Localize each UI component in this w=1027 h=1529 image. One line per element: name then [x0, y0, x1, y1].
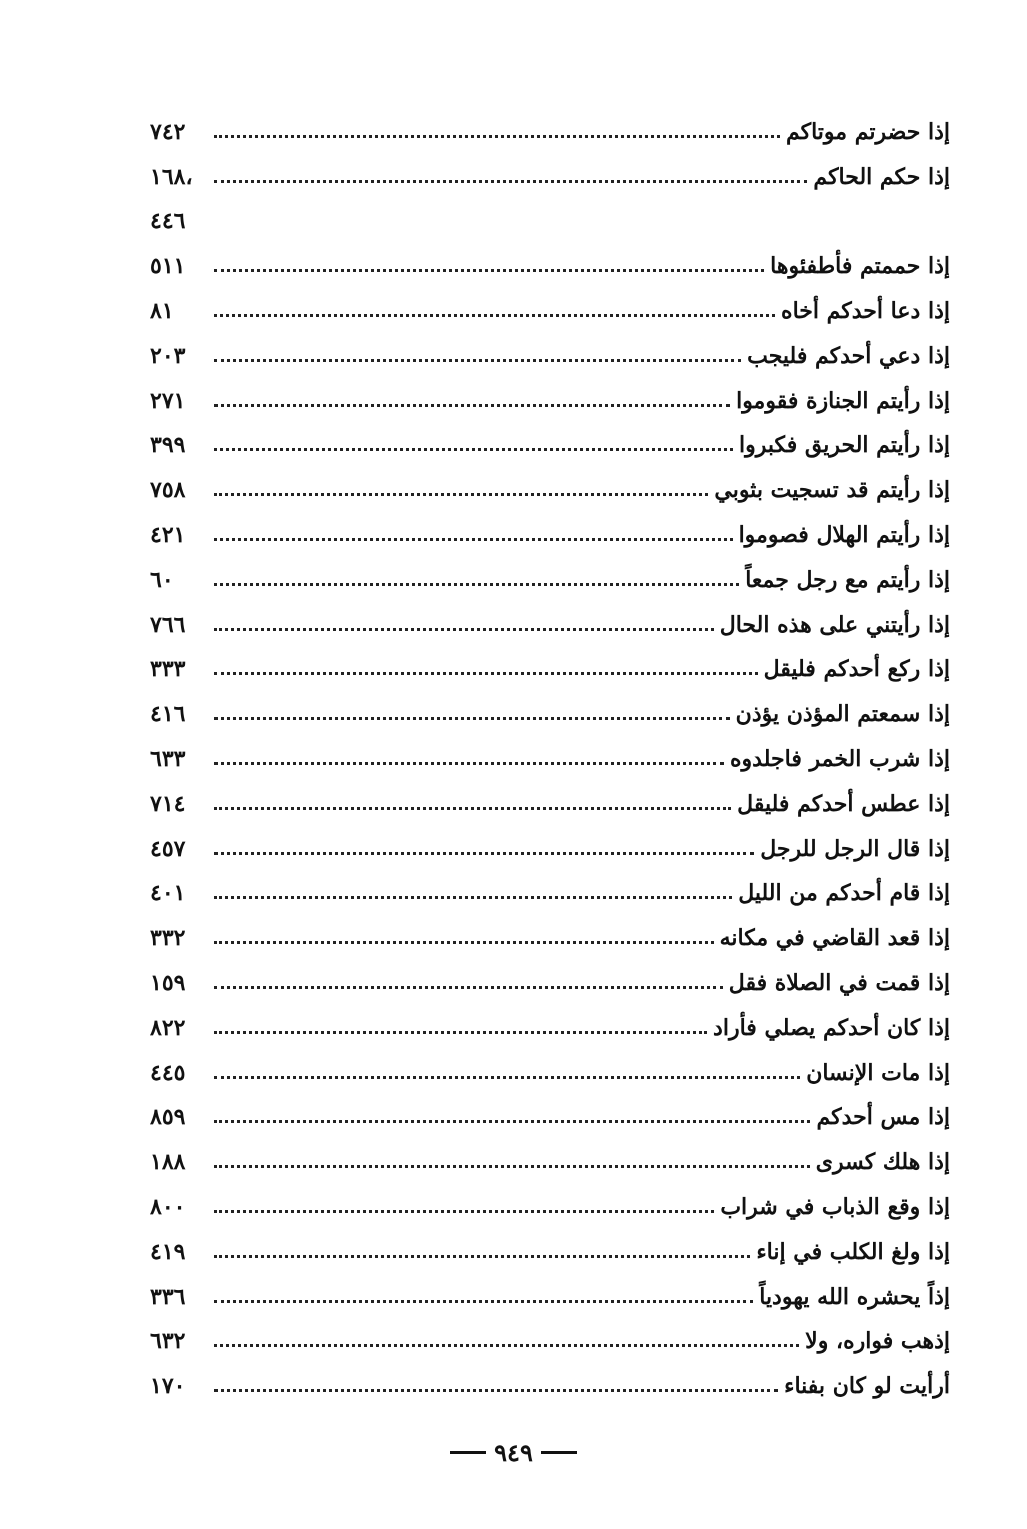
dot-leader: [214, 941, 714, 944]
index-entry: [150, 1000, 950, 1045]
entry-page-number: ١٧٠: [150, 1373, 186, 1400]
entry-page-number: ١٨٨: [150, 1149, 186, 1176]
entry-page-number: ٦٠: [150, 566, 174, 593]
page-number: ٩٤٩: [494, 1438, 533, 1467]
dot-leader: [214, 314, 775, 317]
entry-title: إذا دعي أحدكم فليجب: [747, 342, 950, 369]
index-entry: [150, 328, 950, 373]
index-entry: [150, 373, 950, 418]
page-number-block: [450, 1438, 577, 1467]
entry-title: إذا كان أحدكم يصلي فأراد: [713, 1014, 950, 1041]
entry-page-number: ٨١: [150, 297, 174, 324]
entry-page-number: ٣٣٦: [150, 1283, 186, 1310]
dot-leader: [214, 672, 758, 675]
index-entry: [150, 149, 950, 194]
entry-title: إذا ركع أحدكم فليقل: [763, 656, 950, 683]
entry-page-number: ١٥٩: [150, 969, 186, 996]
index-entry: [150, 776, 950, 821]
entry-page-number: ٧١٤: [150, 790, 186, 817]
index-entry: [150, 104, 950, 149]
entry-title: إذا دعا أحدكم أخاه: [781, 297, 950, 324]
dot-leader: [214, 404, 730, 407]
entry-page-number: ٣٣٢: [150, 925, 186, 952]
entry-title: إذا وقع الذباب في شراب: [720, 1193, 950, 1220]
entry-page-number: ٨٥٩: [150, 1104, 186, 1131]
entry-page-number: ٨٢٢: [150, 1014, 186, 1041]
dot-leader: [214, 852, 754, 855]
index-entry: [150, 1179, 950, 1224]
entry-page-number: ٤٢١: [150, 521, 186, 548]
entry-page-number: ،١٦٨: [150, 163, 193, 190]
entry-title: إذا سمعتم المؤذن يؤذن: [735, 701, 950, 728]
dot-leader: [214, 448, 733, 451]
entry-page-number: ٦٣٣: [150, 745, 186, 772]
entry-page-number: ٤٤٦: [150, 208, 186, 235]
dot-leader: [214, 1165, 810, 1168]
entry-page-number: ٧٤٢: [150, 118, 186, 145]
dot-leader: [214, 359, 741, 362]
dot-leader: [214, 762, 724, 765]
dot-leader: [214, 493, 708, 496]
page-footer: [0, 1438, 1027, 1467]
hadith-index-list: [150, 104, 950, 1403]
entry-title: إذا رأيتم الحريق فكبروا: [739, 432, 950, 459]
dot-leader: [214, 583, 739, 586]
entry-page-number: ٣٩٩: [150, 432, 186, 459]
dot-leader: [214, 269, 764, 272]
index-entry: [150, 866, 950, 911]
entry-title: إذا قمت في الصلاة فقل: [728, 969, 950, 996]
dot-leader: [214, 1031, 707, 1034]
index-entry: [150, 910, 950, 955]
dot-leader: [214, 135, 780, 138]
entry-title: إذا مس أحدكم: [816, 1104, 950, 1131]
dot-leader: [214, 1344, 799, 1347]
dot-leader: [214, 1210, 714, 1213]
entry-page-number: ٤٥٧: [150, 835, 186, 862]
entry-title: إذا عطس أحدكم فليقل: [737, 790, 950, 817]
dot-leader: [214, 717, 730, 720]
dash-decoration: [450, 1451, 486, 1454]
entry-title: إذا قام أحدكم من الليل: [738, 880, 950, 907]
entry-page-number: ٢٠٣: [150, 342, 186, 369]
entry-title: إذا هلك كسرى: [815, 1149, 950, 1176]
entry-page-number: ٢٧١: [150, 387, 186, 414]
entry-title: إذا رأيتني على هذه الحال: [719, 611, 950, 638]
index-entry: [150, 731, 950, 776]
index-entry: [150, 597, 950, 642]
entry-page-number: ٤٠١: [150, 880, 186, 907]
index-entry: [150, 821, 950, 866]
entry-title: إذا حممتم فأطفئوها: [770, 253, 950, 280]
dot-leader: [214, 1300, 753, 1303]
index-entry: [150, 686, 950, 731]
dot-leader: [214, 807, 731, 810]
index-entry: [150, 1090, 950, 1135]
index-entry: [150, 1134, 950, 1179]
entry-page-number: ٤١٦: [150, 701, 186, 728]
entry-page-number: ٧٥٨: [150, 477, 186, 504]
index-entry: [150, 1224, 950, 1269]
index-entry: [150, 283, 950, 328]
index-entry: [150, 1314, 950, 1359]
entry-page-number: ٤١٩: [150, 1238, 186, 1265]
entry-title: إذا حكم الحاكم: [813, 163, 950, 190]
dot-leader: [214, 1076, 800, 1079]
index-entry: [150, 507, 950, 552]
dash-decoration: [541, 1451, 577, 1454]
dot-leader: [214, 180, 807, 183]
entry-title: إذا مات الإنسان: [806, 1059, 950, 1086]
index-entry: [150, 418, 950, 463]
dot-leader: [214, 986, 723, 989]
entry-page-number: ٥١١: [150, 253, 186, 280]
entry-page-number: ٦٣٢: [150, 1328, 186, 1355]
dot-leader: [214, 538, 733, 541]
index-entry: [150, 1045, 950, 1090]
entry-title: إذا رأيتم الهلال فصوموا: [738, 521, 950, 548]
dot-leader: [214, 1389, 778, 1392]
entry-title: إذا قعد القاضي في مكانه: [719, 925, 950, 952]
entry-page-number: ٨٠٠: [150, 1193, 186, 1220]
index-entry: [150, 955, 950, 1000]
entry-title: إذا رأيتم مع رجل جمعاً: [745, 566, 950, 593]
index-entry: [150, 238, 950, 283]
entry-title: إذا رأيتم الجنازة فقوموا: [736, 387, 950, 414]
entry-page-number: ٧٦٦: [150, 611, 186, 638]
dot-leader: [214, 896, 732, 899]
entry-title: إذاً يحشره الله يهودياً: [759, 1283, 950, 1310]
entry-page-number: ٤٤٥: [150, 1059, 186, 1086]
index-entry: [150, 642, 950, 687]
entry-title: إذا شرب الخمر فاجلدوه: [730, 745, 950, 772]
entry-title: إذا ولغ الكلب في إناء: [756, 1238, 950, 1265]
index-entry: [150, 1358, 950, 1403]
entry-title: إذا حضرتم موتاكم: [785, 118, 950, 145]
index-entry: [150, 462, 950, 507]
index-entry: [150, 552, 950, 597]
entry-title: إذهب فواره، ولا: [805, 1328, 950, 1355]
entry-page-number: ٣٣٣: [150, 656, 186, 683]
entry-title: إذا قال الرجل للرجل: [760, 835, 950, 862]
index-entry: [150, 1269, 950, 1314]
entry-title: أرأيت لو كان بفناء: [784, 1373, 950, 1400]
index-entry: [150, 194, 950, 239]
dot-leader: [214, 1120, 810, 1123]
dot-leader: [214, 628, 714, 631]
dot-leader: [214, 1255, 750, 1258]
entry-title: إذا رأيتم قد تسجيت بثوبي: [714, 477, 950, 504]
